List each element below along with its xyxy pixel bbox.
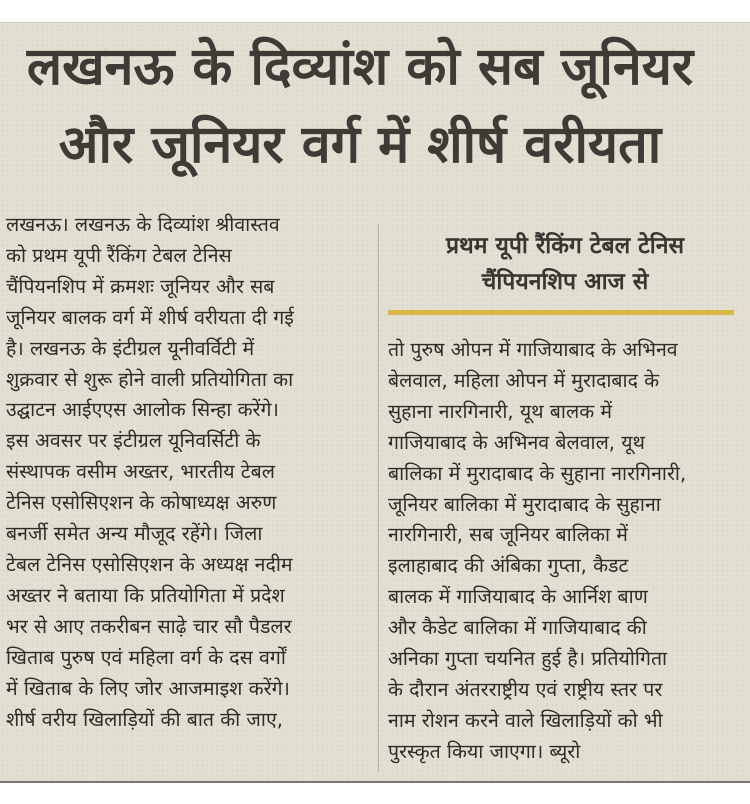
right-line: नारगिनारी, सब जूनियर बालिका में — [388, 523, 628, 547]
column-divider — [378, 224, 379, 772]
right-line: जूनियर बालिका में मुरादाबाद के सुहाना — [388, 492, 661, 516]
left-line: टेबल टेनिस एसोसिएशन के अध्यक्ष नदीम — [6, 552, 293, 576]
right-line: सुहाना नारगिनारी, यूथ बालक में — [388, 399, 613, 423]
left-line: शुक्रवार से शुरू होने वाली प्रतियोगिता का — [6, 367, 294, 391]
right-line: अनिका गुप्ता चयनित हुई है। प्रतियोगिता — [388, 647, 668, 671]
headline — [0, 28, 720, 184]
left-line: खिताब पुरुष एवं महिला वर्ग के दस वर्गों — [6, 645, 286, 669]
sidebar-title — [388, 228, 742, 300]
left-line: को प्रथम यूपी रैंकिंग टेबल टेनिस — [6, 243, 232, 267]
left-line: भर से आए तकरीबन साढ़े चार सौ पैडलर — [6, 614, 292, 638]
left-line: चैंपियनशिप में क्रमशः जूनियर और सब — [6, 274, 275, 298]
left-line: बनर्जी समेत अन्य मौजूद रहेंगे। जिला — [6, 522, 263, 546]
left-line: संस्थापक वसीम अख्तर, भारतीय टेबल — [6, 460, 275, 484]
right-line: गाजियाबाद के अभिनव बेलवाल, यूथ — [388, 430, 645, 454]
right-line: और कैडेट बालिका में गाजियाबाद की — [388, 616, 647, 640]
right-line: बालक में गाजियाबाद के आर्निश बाण — [388, 585, 648, 609]
left-column — [6, 210, 374, 735]
left-line: इस अवसर पर इंटीग्रल यूनिवर्सिटी के — [6, 429, 261, 453]
right-line: बालिका में मुरादाबाद के सुहाना नारगिनारी, — [388, 461, 687, 485]
headline-line-2: और जूनियर वर्ग में शीर्ष वरीयता — [58, 115, 662, 175]
right-line: पुरस्कृत किया जाएगा। ब्यूरो — [388, 739, 581, 763]
headline-line-1: लखनऊ के दिव्यांश को सब जूनियर — [26, 37, 694, 97]
left-line: में खिताब के लिए जोर आजमाइश करेंगे। — [6, 676, 290, 700]
left-line: उद्घाटन आईएएस आलोक सिन्हा करेंगे। — [6, 398, 279, 422]
left-line: लखनऊ। लखनऊ के दिव्यांश श्रीवास्तव — [6, 213, 280, 236]
left-line: जूनियर बालक वर्ग में शीर्ष वरीयता दी गई — [6, 305, 294, 329]
left-line: अख्तर ने बताया कि प्रतियोगिता में प्रदेश — [6, 583, 285, 607]
left-line: शीर्ष वरीय खिलाड़ियों की बात की जाए, — [6, 707, 283, 731]
sidebar-title-line-1: प्रथम यूपी रैंकिंग टेबल टेनिस — [445, 233, 685, 259]
left-line: है। लखनऊ के इंटीग्रल यूनीवर्विटी में — [6, 336, 255, 360]
right-line: इलाहाबाद की अंबिका गुप्ता, कैडट — [388, 554, 629, 578]
left-line: टेनिस एसोसिएशन के कोषाध्यक्ष अरुण — [6, 491, 277, 515]
sidebar-title-line-2: चैंपियनशिप आज से — [481, 269, 649, 295]
right-line: तो पुरुष ओपन में गाजियाबाद के अभिनव — [388, 338, 678, 361]
right-column — [388, 335, 742, 768]
right-line: नाम रोशन करने वाले खिलाड़ियों को भी — [388, 708, 663, 732]
right-line: के दौरान अंतरराष्ट्रीय एवं राष्ट्रीय स्तर पर — [388, 677, 663, 701]
sidebar-rule — [388, 310, 734, 315]
right-line: बेलवाल, महिला ओपन में मुरादाबाद के — [388, 368, 660, 392]
